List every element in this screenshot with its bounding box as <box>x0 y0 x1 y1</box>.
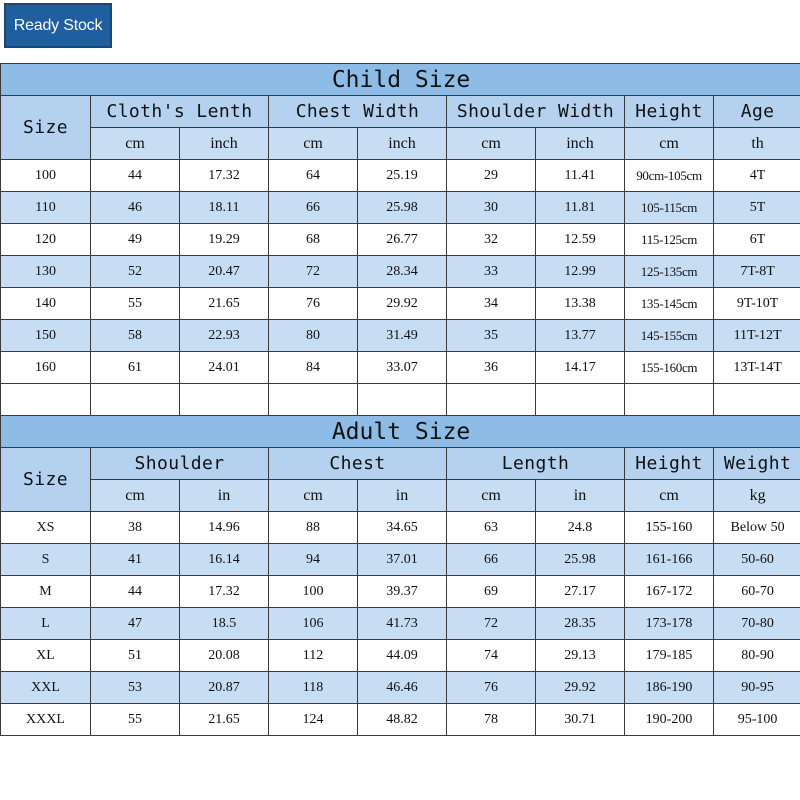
child-chest-width-header: Chest Width <box>269 96 447 128</box>
table-cell: 160 <box>1 352 91 384</box>
adult-shoulder-header: Shoulder <box>91 448 269 480</box>
table-cell: 11.41 <box>536 160 625 192</box>
adult-chest-header: Chest <box>269 448 447 480</box>
table-row <box>1 704 800 736</box>
table-cell: 140 <box>1 288 91 320</box>
adult-weight-header: Weight <box>714 448 800 480</box>
table-cell: 115-125cm <box>625 224 714 256</box>
table-row <box>1 512 800 544</box>
table-cell: 130 <box>1 256 91 288</box>
table-cell: 36 <box>447 352 536 384</box>
table-row <box>1 192 800 224</box>
table-cell: 47 <box>91 608 180 640</box>
table-cell: 29.13 <box>536 640 625 672</box>
table-cell: 94 <box>269 544 358 576</box>
child-unit-cell: cm <box>447 128 536 160</box>
table-row <box>1 352 800 384</box>
child-unit-cell: cm <box>91 128 180 160</box>
table-cell: 20.87 <box>180 672 269 704</box>
table-cell: 12.59 <box>536 224 625 256</box>
table-cell: 11T-12T <box>714 320 800 352</box>
table-cell: 145-155cm <box>625 320 714 352</box>
table-cell: 41 <box>91 544 180 576</box>
table-cell: 4T <box>714 160 800 192</box>
table-cell: 58 <box>91 320 180 352</box>
table-cell: 38 <box>91 512 180 544</box>
child-unit-cell: cm <box>269 128 358 160</box>
table-cell: XXL <box>1 672 91 704</box>
table-cell: 100 <box>269 576 358 608</box>
table-cell: 100 <box>1 160 91 192</box>
table-row <box>1 608 800 640</box>
empty-cell <box>91 384 180 416</box>
adult-unit-cell: cm <box>447 480 536 512</box>
table-cell: 32 <box>447 224 536 256</box>
table-cell: 20.47 <box>180 256 269 288</box>
table-cell: 25.98 <box>358 192 447 224</box>
table-cell: 120 <box>1 224 91 256</box>
adult-size-title: Adult Size <box>1 416 800 448</box>
table-cell: XXXL <box>1 704 91 736</box>
adult-unit-cell: cm <box>625 480 714 512</box>
table-row <box>1 576 800 608</box>
table-cell: S <box>1 544 91 576</box>
empty-cell <box>625 384 714 416</box>
table-cell: 6T <box>714 224 800 256</box>
table-row <box>1 224 800 256</box>
table-row <box>1 672 800 704</box>
table-cell: 50-60 <box>714 544 800 576</box>
adult-length-header: Length <box>447 448 625 480</box>
empty-cell <box>269 384 358 416</box>
table-cell: 72 <box>447 608 536 640</box>
table-cell: 90-95 <box>714 672 800 704</box>
table-cell: 14.96 <box>180 512 269 544</box>
child-size-table <box>0 63 800 416</box>
table-cell: M <box>1 576 91 608</box>
table-cell: 167-172 <box>625 576 714 608</box>
table-cell: 179-185 <box>625 640 714 672</box>
table-cell: 19.29 <box>180 224 269 256</box>
table-cell: 5T <box>714 192 800 224</box>
table-cell: 110 <box>1 192 91 224</box>
table-row <box>1 256 800 288</box>
table-cell: 90cm-105cm <box>625 160 714 192</box>
table-cell: 61 <box>91 352 180 384</box>
adult-unit-cell: cm <box>91 480 180 512</box>
table-cell: 74 <box>447 640 536 672</box>
table-cell: 173-178 <box>625 608 714 640</box>
child-age-header: Age <box>714 96 800 128</box>
table-cell: 12.99 <box>536 256 625 288</box>
table-cell: 112 <box>269 640 358 672</box>
child-unit-cell: inch <box>358 128 447 160</box>
table-cell: 105-115cm <box>625 192 714 224</box>
table-cell: 25.98 <box>536 544 625 576</box>
adult-unit-cell: cm <box>269 480 358 512</box>
table-cell: 70-80 <box>714 608 800 640</box>
child-unit-cell: inch <box>180 128 269 160</box>
table-cell: 76 <box>269 288 358 320</box>
table-cell: 135-145cm <box>625 288 714 320</box>
table-cell: 13.77 <box>536 320 625 352</box>
table-cell: 29 <box>447 160 536 192</box>
table-cell: 44 <box>91 160 180 192</box>
child-unit-cell: inch <box>536 128 625 160</box>
empty-cell <box>180 384 269 416</box>
table-cell: 186-190 <box>625 672 714 704</box>
table-cell: 66 <box>269 192 358 224</box>
table-cell: 155-160cm <box>625 352 714 384</box>
adult-unit-cell: kg <box>714 480 800 512</box>
table-cell: 7T-8T <box>714 256 800 288</box>
table-cell: 25.19 <box>358 160 447 192</box>
table-cell: 39.37 <box>358 576 447 608</box>
table-cell: 41.73 <box>358 608 447 640</box>
table-cell: 13T-14T <box>714 352 800 384</box>
spacer-row <box>1 384 800 416</box>
table-cell: 46.46 <box>358 672 447 704</box>
table-cell: 34 <box>447 288 536 320</box>
table-cell: 26.77 <box>358 224 447 256</box>
table-cell: 150 <box>1 320 91 352</box>
table-cell: 80-90 <box>714 640 800 672</box>
table-cell: 95-100 <box>714 704 800 736</box>
table-cell: 17.32 <box>180 160 269 192</box>
table-row <box>1 288 800 320</box>
table-cell: 124 <box>269 704 358 736</box>
table-cell: 33.07 <box>358 352 447 384</box>
child-cloth-length-header: Cloth's Lenth <box>91 96 269 128</box>
table-cell: 37.01 <box>358 544 447 576</box>
table-cell: 190-200 <box>625 704 714 736</box>
table-cell: 17.32 <box>180 576 269 608</box>
table-cell: 88 <box>269 512 358 544</box>
child-height-header: Height <box>625 96 714 128</box>
table-cell: 35 <box>447 320 536 352</box>
adult-unit-cell: in <box>536 480 625 512</box>
table-cell: 33 <box>447 256 536 288</box>
table-cell: 22.93 <box>180 320 269 352</box>
table-cell: 53 <box>91 672 180 704</box>
table-cell: 52 <box>91 256 180 288</box>
table-cell: XL <box>1 640 91 672</box>
table-cell: 80 <box>269 320 358 352</box>
table-cell: 28.34 <box>358 256 447 288</box>
table-cell: 31.49 <box>358 320 447 352</box>
table-cell: 29.92 <box>358 288 447 320</box>
table-cell: 64 <box>269 160 358 192</box>
empty-cell <box>447 384 536 416</box>
table-row <box>1 160 800 192</box>
child-shoulder-width-header: Shoulder Width <box>447 96 625 128</box>
child-unit-cell: cm <box>625 128 714 160</box>
child-size-title: Child Size <box>1 64 800 96</box>
table-cell: 44.09 <box>358 640 447 672</box>
table-cell: 11.81 <box>536 192 625 224</box>
table-cell: 27.17 <box>536 576 625 608</box>
table-cell: 118 <box>269 672 358 704</box>
table-cell: 29.92 <box>536 672 625 704</box>
table-cell: 34.65 <box>358 512 447 544</box>
table-cell: 16.14 <box>180 544 269 576</box>
table-cell: 24.8 <box>536 512 625 544</box>
table-cell: 63 <box>447 512 536 544</box>
empty-cell <box>358 384 447 416</box>
table-cell: XS <box>1 512 91 544</box>
table-cell: 49 <box>91 224 180 256</box>
table-cell: 9T-10T <box>714 288 800 320</box>
table-cell: Below 50 <box>714 512 800 544</box>
table-row <box>1 544 800 576</box>
table-row <box>1 640 800 672</box>
table-cell: 28.35 <box>536 608 625 640</box>
adult-unit-cell: in <box>180 480 269 512</box>
child-size-column-header: Size <box>1 96 91 160</box>
adult-height-header: Height <box>625 448 714 480</box>
table-cell: 55 <box>91 288 180 320</box>
table-cell: 18.11 <box>180 192 269 224</box>
table-cell: L <box>1 608 91 640</box>
table-cell: 78 <box>447 704 536 736</box>
table-cell: 48.82 <box>358 704 447 736</box>
table-cell: 69 <box>447 576 536 608</box>
table-cell: 18.5 <box>180 608 269 640</box>
table-cell: 30 <box>447 192 536 224</box>
empty-cell <box>714 384 800 416</box>
table-cell: 72 <box>269 256 358 288</box>
table-cell: 46 <box>91 192 180 224</box>
table-cell: 21.65 <box>180 704 269 736</box>
table-cell: 76 <box>447 672 536 704</box>
table-cell: 125-135cm <box>625 256 714 288</box>
table-cell: 51 <box>91 640 180 672</box>
table-cell: 13.38 <box>536 288 625 320</box>
table-cell: 84 <box>269 352 358 384</box>
child-unit-cell: th <box>714 128 800 160</box>
table-cell: 68 <box>269 224 358 256</box>
adult-size-table <box>0 415 800 736</box>
table-row <box>1 320 800 352</box>
table-cell: 14.17 <box>536 352 625 384</box>
ready-stock-badge: Ready Stock <box>4 3 112 48</box>
empty-cell <box>1 384 91 416</box>
table-cell: 55 <box>91 704 180 736</box>
table-cell: 155-160 <box>625 512 714 544</box>
table-cell: 20.08 <box>180 640 269 672</box>
adult-size-column-header: Size <box>1 448 91 512</box>
table-cell: 161-166 <box>625 544 714 576</box>
empty-cell <box>536 384 625 416</box>
table-cell: 44 <box>91 576 180 608</box>
table-cell: 21.65 <box>180 288 269 320</box>
table-cell: 60-70 <box>714 576 800 608</box>
table-cell: 24.01 <box>180 352 269 384</box>
table-cell: 30.71 <box>536 704 625 736</box>
table-cell: 66 <box>447 544 536 576</box>
table-cell: 106 <box>269 608 358 640</box>
adult-unit-cell: in <box>358 480 447 512</box>
